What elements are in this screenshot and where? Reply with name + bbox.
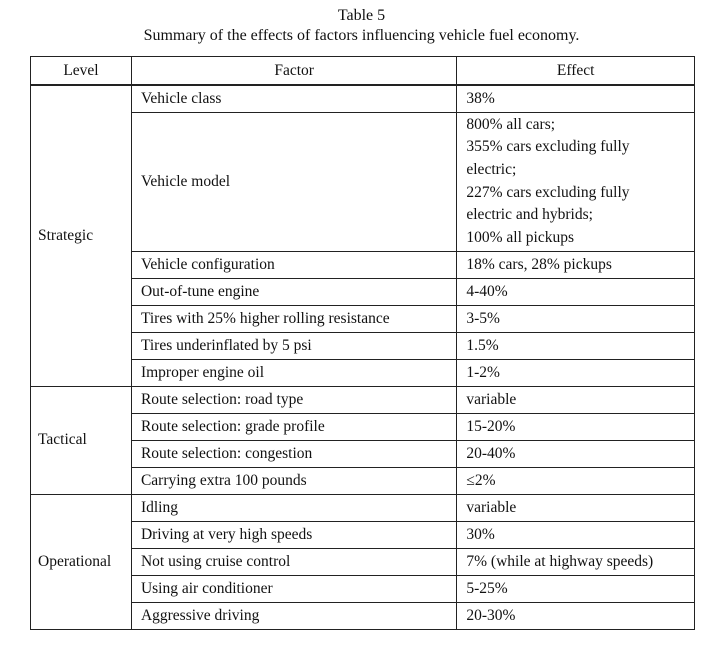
effect-cell: 20-30%	[457, 602, 695, 629]
factor-cell: Tires with 25% higher rolling resistance	[131, 305, 456, 332]
factor-cell: Vehicle class	[131, 85, 456, 112]
factor-cell: Improper engine oil	[131, 359, 456, 386]
effect-cell: 5-25%	[457, 575, 695, 602]
effect-cell: ≤2%	[457, 467, 695, 494]
factor-cell: Carrying extra 100 pounds	[131, 467, 456, 494]
factor-cell: Vehicle model	[131, 112, 456, 251]
effect-line: 227% cars excluding fully	[466, 183, 630, 201]
level-cell-tactical: Tactical	[31, 386, 132, 494]
factor-cell: Vehicle configuration	[131, 251, 456, 278]
effect-cell: variable	[457, 386, 695, 413]
effect-cell: 20-40%	[457, 440, 695, 467]
factor-cell: Idling	[131, 494, 456, 521]
effect-cell	[457, 112, 695, 251]
table-number: Table 5	[337, 7, 386, 24]
effect-cell: 15-20%	[457, 413, 695, 440]
level-cell-strategic: Strategic	[31, 85, 132, 386]
effect-cell: 18% cars, 28% pickups	[457, 251, 695, 278]
column-header-level: Level	[31, 57, 132, 86]
fuel-economy-table	[30, 56, 695, 630]
effect-line: 355% cars excluding fully	[466, 138, 630, 156]
factor-cell: Not using cruise control	[131, 548, 456, 575]
effect-cell: 1.5%	[457, 332, 695, 359]
factor-cell: Driving at very high speeds	[131, 521, 456, 548]
table-row	[31, 494, 695, 521]
effect-cell: 30%	[457, 521, 695, 548]
header-row	[31, 57, 695, 86]
effect-line: electric and hybrids;	[466, 206, 593, 224]
table-row	[31, 85, 695, 112]
factor-cell: Route selection: congestion	[131, 440, 456, 467]
table-caption	[0, 0, 723, 46]
effect-line: 100% all pickups	[466, 229, 574, 247]
factor-cell: Aggressive driving	[131, 602, 456, 629]
table-row	[31, 386, 695, 413]
level-cell-operational: Operational	[31, 494, 132, 629]
factor-cell: Using air conditioner	[131, 575, 456, 602]
effect-cell: variable	[457, 494, 695, 521]
effect-cell: 7% (while at highway speeds)	[457, 548, 695, 575]
effect-cell: 3-5%	[457, 305, 695, 332]
effect-cell: 4-40%	[457, 278, 695, 305]
column-header-effect: Effect	[457, 57, 695, 86]
column-header-factor: Factor	[131, 57, 456, 86]
effect-line: 800% all cars;	[466, 115, 556, 133]
factor-cell: Route selection: road type	[131, 386, 456, 413]
factor-cell: Out-of-tune engine	[131, 278, 456, 305]
table-title: Summary of the effects of factors influencing vehicle fuel economy.	[143, 27, 580, 44]
effect-cell: 1-2%	[457, 359, 695, 386]
effect-cell: 38%	[457, 85, 695, 112]
factor-cell: Route selection: grade profile	[131, 413, 456, 440]
effect-line: electric;	[466, 160, 517, 178]
factor-cell: Tires underinflated by 5 psi	[131, 332, 456, 359]
